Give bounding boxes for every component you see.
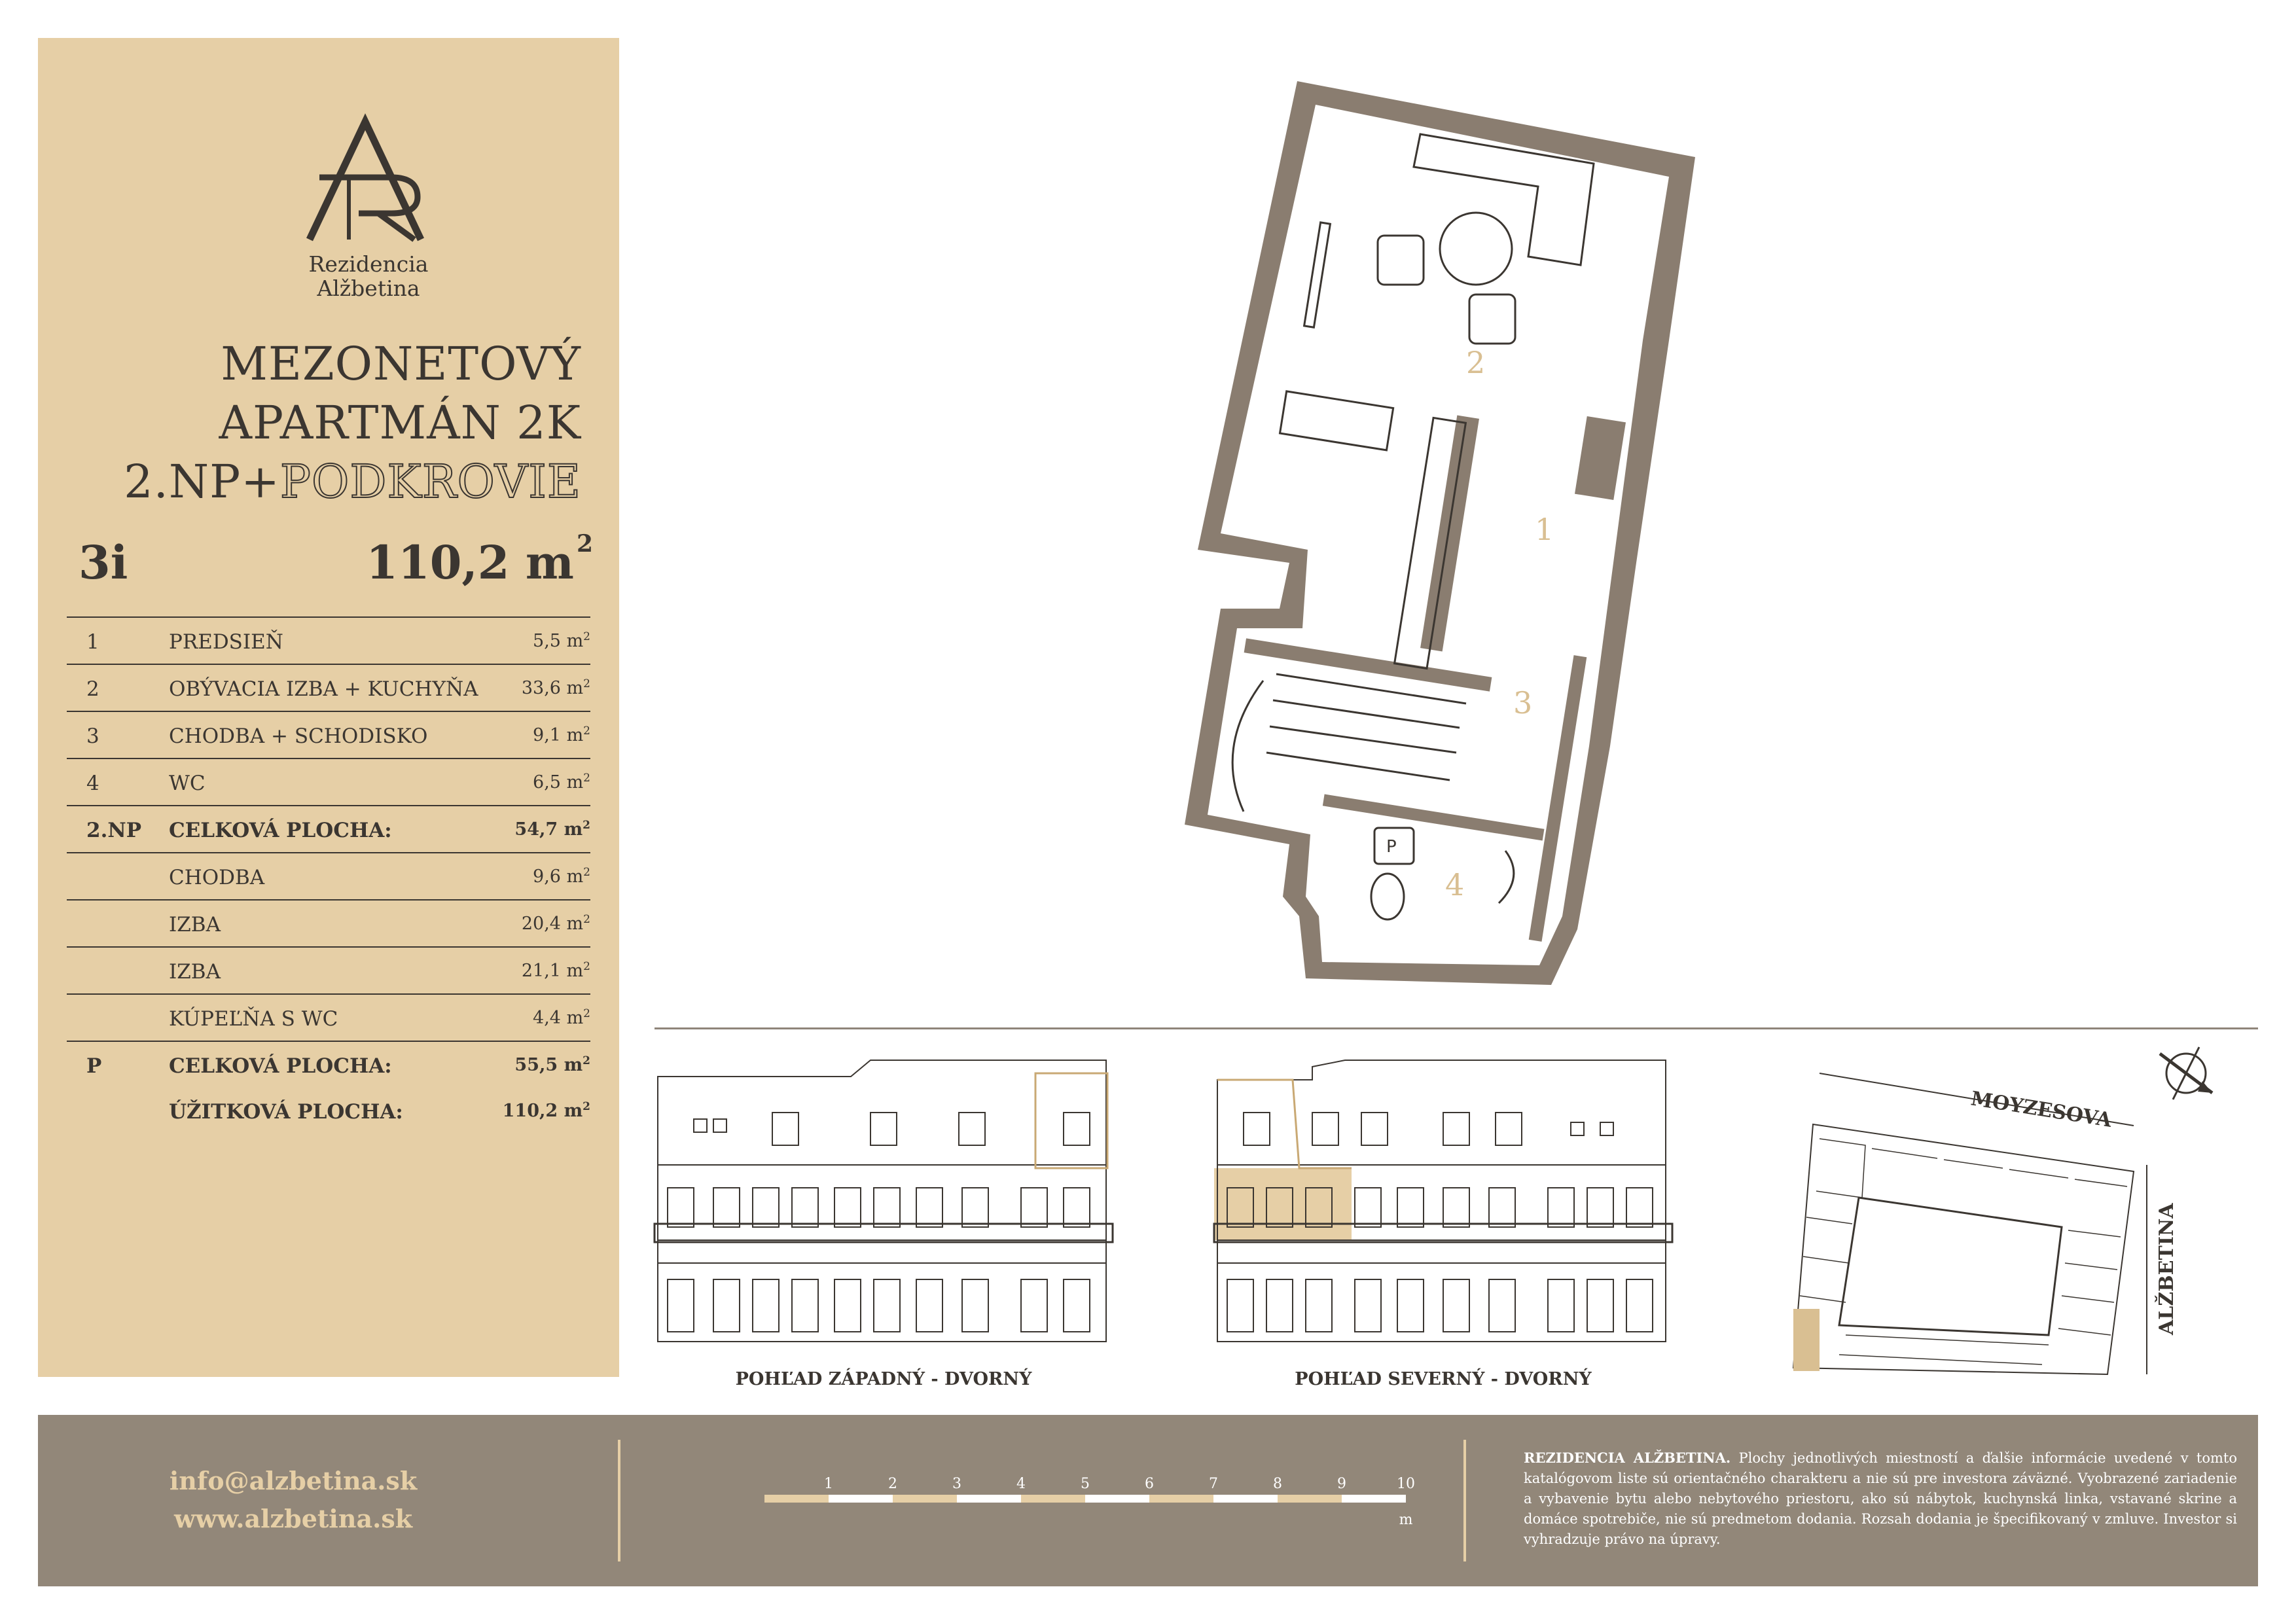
scale-segment — [1213, 1495, 1278, 1503]
room-row — [67, 711, 590, 758]
room-name: ÚŽITKOVÁ PLOCHA: — [169, 1100, 403, 1124]
room-row — [67, 805, 590, 852]
title-attic: PODKROVIE — [279, 455, 581, 508]
room-row — [67, 664, 590, 711]
scale-bar — [725, 1462, 1415, 1541]
room-label-1: 1 — [1535, 512, 1554, 547]
caption-west: POHĽAD ZÁPADNÝ - DVORNÝ — [735, 1369, 1032, 1389]
room-area-value: 21,1 m — [521, 961, 584, 981]
scale-segment — [957, 1495, 1021, 1503]
room-name: PREDSIEŇ — [169, 630, 283, 654]
room-number: 1 — [86, 630, 99, 654]
scale-tick-label: 1 — [824, 1476, 833, 1492]
room-table — [67, 616, 590, 1133]
scale-unit: m — [1399, 1512, 1413, 1528]
room-row — [67, 616, 590, 664]
room-area-value: 9,6 m — [533, 866, 584, 887]
room-row — [67, 852, 590, 899]
north-arrow-icon — [2160, 1047, 2212, 1099]
room-area-sup: 2 — [583, 1100, 590, 1113]
scale-segment — [893, 1495, 957, 1503]
room-name: CELKOVÁ PLOCHA: — [169, 1054, 392, 1078]
scale-tick-label: 8 — [1273, 1476, 1282, 1492]
ar-logo-icon — [300, 115, 437, 246]
room-name: CHODBA + SCHODISKO — [169, 724, 428, 748]
scale-tick-label: 3 — [952, 1476, 961, 1492]
disclaimer-text: Plochy jednotlivých miestností a ďalšie informácie uvedené v tomto katalógovom liste sú orientačného charakteru a nie sú pre investora záväzné. Vyobrazené zariadenie a vybavenie bytu alebo nebytového priestoru, ako sú nábytok, kuchynská linka, vstavané skrine a domáce spotrebiče, nie sú predmetom dodania. Rozsah dodania je špecifikovaný v zmluve. Investor si vyhradzuje právo na úpravy. — [1524, 1450, 2237, 1547]
room-name: CHODBA — [169, 866, 265, 889]
street-moyzesova: MOYZESOVA — [1969, 1087, 2113, 1132]
scale-tick-label: 10 — [1397, 1476, 1415, 1492]
room-row — [67, 758, 590, 805]
room-area — [533, 724, 590, 745]
footer-divider — [1463, 1440, 1466, 1561]
facade-west — [655, 1060, 1113, 1342]
room-label-3: 3 — [1513, 685, 1533, 721]
brand-name — [274, 252, 463, 300]
footer — [38, 1415, 2258, 1586]
disclaimer-title: REZIDENCIA ALŽBETINA. — [1524, 1450, 1731, 1466]
scale-tick-label: 7 — [1209, 1476, 1218, 1492]
room-area — [522, 913, 590, 934]
room-name: OBÝVACIA IZBA + KUCHYŇA — [169, 677, 478, 701]
scale-tick-label: 4 — [1016, 1476, 1026, 1492]
room-number: 2 — [86, 677, 99, 701]
scale-tick-label: 2 — [888, 1476, 897, 1492]
room-area — [533, 866, 590, 887]
room-area — [533, 630, 590, 651]
scale-tick-label: 5 — [1081, 1476, 1090, 1492]
room-area-sup: 2 — [583, 819, 590, 832]
unit-area-sup: 2 — [576, 530, 593, 558]
web-link[interactable]: www.alzbetina.sk — [173, 1504, 413, 1533]
room-number: 4 — [86, 772, 99, 795]
room-name: IZBA — [169, 913, 221, 936]
room-area — [503, 1100, 590, 1121]
street-alzbetina: ALŽBETINA — [2155, 1203, 2178, 1335]
scale-segment — [1278, 1495, 1342, 1503]
scale-segment — [829, 1495, 893, 1503]
site-map — [1767, 1047, 2238, 1387]
room-area-value: 33,6 m — [521, 678, 584, 698]
room-area-value: 5,5 m — [533, 631, 584, 651]
room-row — [67, 1041, 590, 1088]
scale-tick-label: 6 — [1145, 1476, 1154, 1492]
room-area-value: 6,5 m — [533, 772, 584, 793]
room-row — [67, 1088, 590, 1133]
room-name: KÚPEĽŇA S WC — [169, 1007, 338, 1031]
room-number: P — [86, 1054, 102, 1078]
room-area-value: 9,1 m — [533, 725, 584, 745]
section-divider — [655, 1027, 2258, 1029]
footer-divider — [618, 1440, 620, 1561]
floor-plan — [1047, 65, 1780, 1008]
caption-north: POHĽAD SEVERNÝ - DVORNÝ — [1295, 1369, 1592, 1389]
scale-segment — [1085, 1495, 1149, 1503]
scale-segment — [764, 1495, 829, 1503]
room-area-value: 54,7 m — [514, 819, 583, 840]
scale-segment — [1342, 1495, 1406, 1503]
room-area-sup: 2 — [583, 960, 590, 973]
scale-segment — [1149, 1495, 1213, 1503]
room-label-4: 4 — [1445, 867, 1465, 902]
scale-segment — [1021, 1495, 1085, 1503]
room-area-value: 110,2 m — [502, 1101, 583, 1121]
room-area-sup: 2 — [583, 677, 590, 690]
facade-north — [1214, 1060, 1672, 1342]
room-number: 2.NP — [86, 819, 142, 842]
brand-line2: Alžbetina — [317, 276, 420, 301]
room-area-sup: 2 — [583, 724, 590, 738]
unit-area-value: 110,2 m — [366, 535, 574, 590]
room-area — [514, 819, 590, 840]
room-row — [67, 993, 590, 1041]
room-name: WC — [169, 772, 206, 795]
room-area-value: 4,4 m — [533, 1008, 584, 1028]
room-area — [533, 772, 590, 793]
unit-code: 3i — [79, 535, 128, 590]
info-panel — [38, 38, 619, 1377]
room-area-sup: 2 — [583, 772, 590, 785]
contact-block — [156, 1462, 431, 1538]
room-area-sup: 2 — [583, 866, 590, 879]
brand-line1: Rezidencia — [308, 251, 429, 277]
room-row — [67, 946, 590, 993]
room-name: CELKOVÁ PLOCHA: — [169, 819, 392, 842]
room-area-sup: 2 — [583, 630, 590, 643]
room-number: 3 — [86, 724, 99, 748]
room-area-sup: 2 — [583, 1054, 590, 1067]
room-area — [533, 1007, 590, 1028]
plan-walls — [1185, 81, 1695, 985]
room-area — [522, 960, 590, 981]
disclaimer — [1524, 1448, 2237, 1550]
room-area — [514, 1054, 590, 1075]
room-row — [67, 899, 590, 946]
room-label-2: 2 — [1466, 345, 1486, 380]
room-area-sup: 2 — [583, 913, 590, 926]
email-link[interactable]: info@alzbetina.sk — [169, 1466, 418, 1495]
title-line2: APARTMÁN 2K — [219, 396, 581, 450]
room-area-value: 20,4 m — [521, 914, 584, 934]
unit-area — [366, 530, 593, 590]
room-area — [522, 677, 590, 698]
scale-tick-label: 9 — [1337, 1476, 1346, 1492]
title-line1: MEZONETOVÝ — [221, 337, 581, 391]
title-line3 — [58, 455, 581, 508]
parking-label: P — [1386, 837, 1397, 857]
room-area-sup: 2 — [583, 1007, 590, 1020]
room-area-value: 55,5 m — [514, 1055, 583, 1075]
title-floor: 2.NP+ — [124, 455, 280, 508]
room-name: IZBA — [169, 960, 221, 984]
